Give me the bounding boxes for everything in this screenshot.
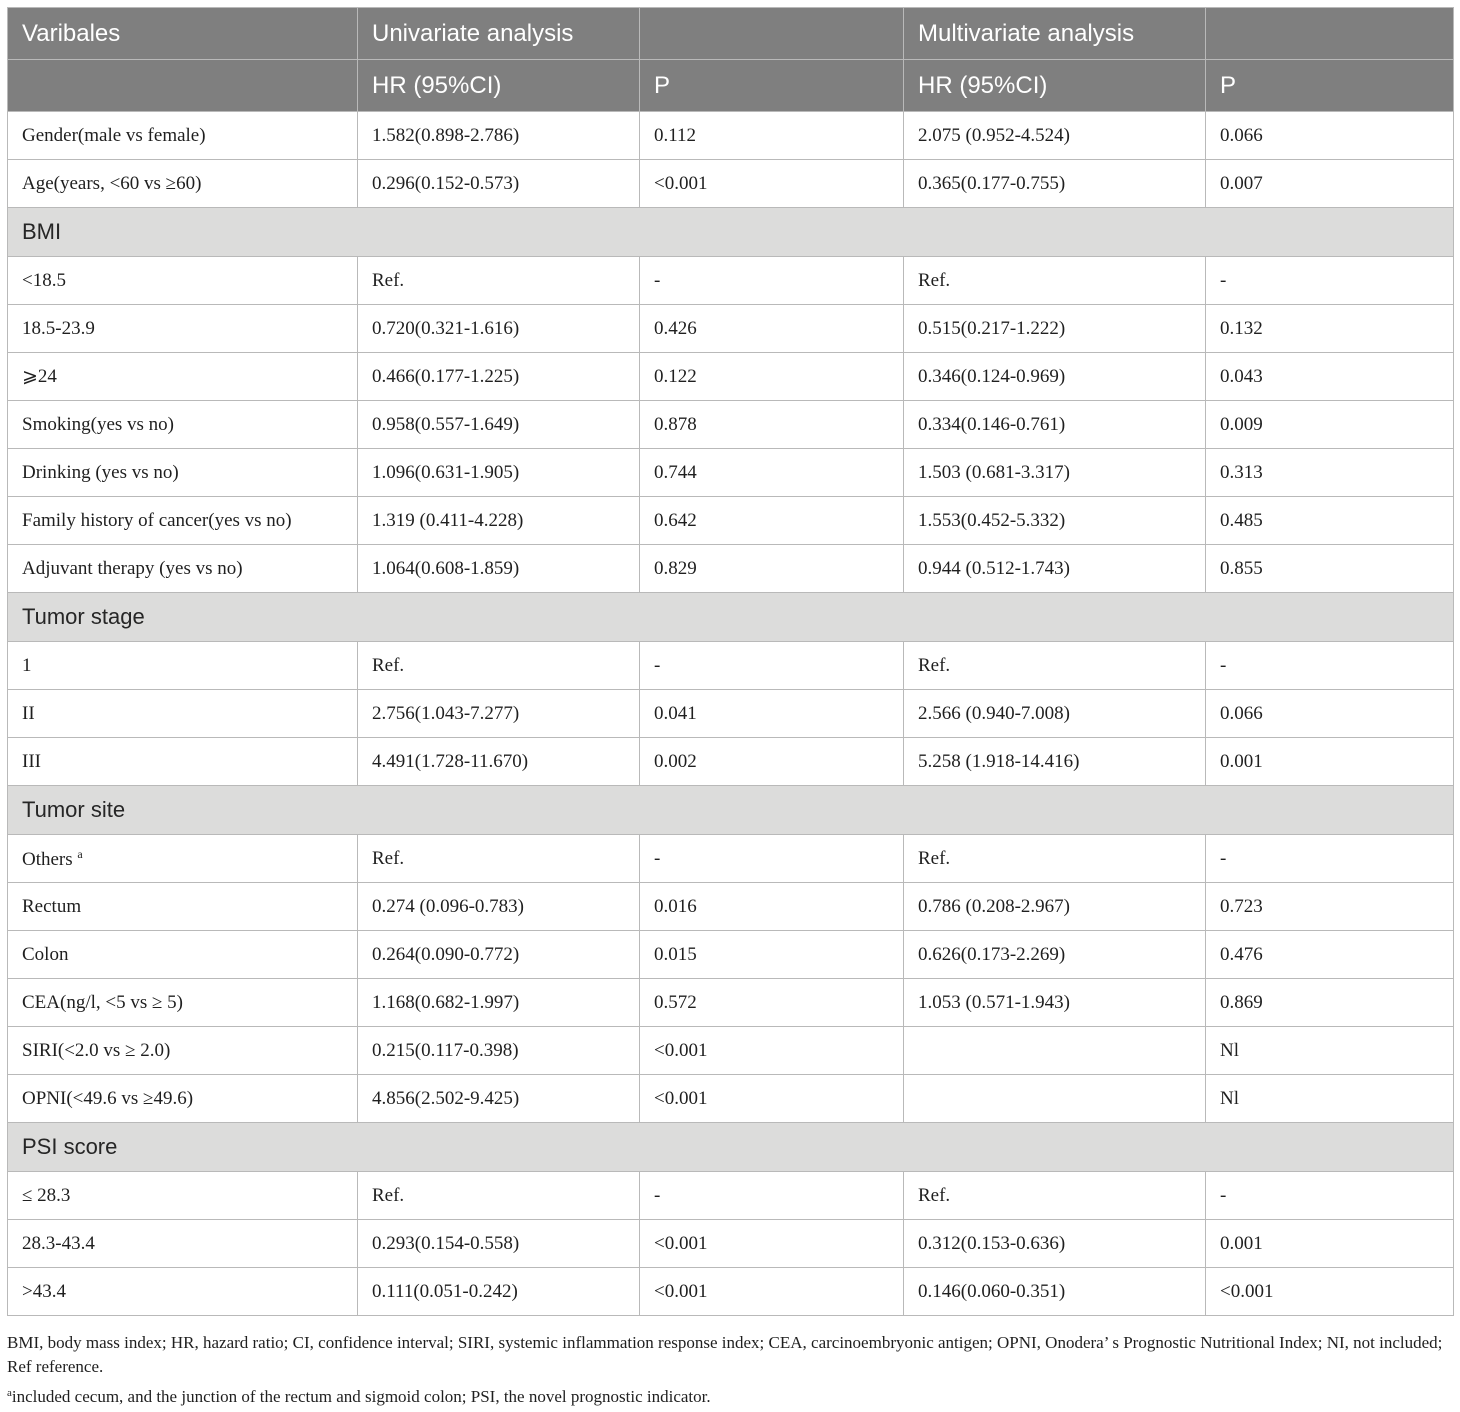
variable-cell bbox=[8, 353, 358, 401]
table-row bbox=[8, 690, 1454, 738]
multivariate-hr-cell: 1.503 (0.681-3.317) bbox=[904, 449, 1206, 497]
multivariate-p-cell: 0.855 bbox=[1206, 545, 1454, 593]
variable-label: <18.5 bbox=[22, 269, 66, 291]
abbreviations-footnote: BMI, body mass index; HR, hazard ratio; CI, confidence interval; SIRI, systemic inflammation response index; CEA, carcinoembryonic antigen; OPNI, Onodera’ s Prognostic Nutritional Index; NI, not included; Ref reference. bbox=[7, 1333, 1443, 1376]
multivariate-hr-cell: 5.258 (1.918-14.416) bbox=[904, 738, 1206, 786]
multivariate-hr-cell: 0.365(0.177-0.755) bbox=[904, 160, 1206, 208]
univariate-hr-cell: 0.264(0.090-0.772) bbox=[358, 931, 640, 979]
univariate-hr-cell: 1.168(0.682-1.997) bbox=[358, 979, 640, 1027]
variable-cell bbox=[8, 257, 358, 305]
univariate-p-cell: <0.001 bbox=[640, 1075, 904, 1123]
table-row bbox=[8, 642, 1454, 690]
multivariate-p-cell: 0.043 bbox=[1206, 353, 1454, 401]
univariate-p-cell: 0.122 bbox=[640, 353, 904, 401]
multivariate-hr-header: HR (95%CI) bbox=[904, 60, 1206, 112]
multivariate-hr-cell: 0.146(0.060-0.351) bbox=[904, 1268, 1206, 1316]
univariate-hr-cell: 4.491(1.728-11.670) bbox=[358, 738, 640, 786]
multivariate-hr-cell: 0.312(0.153-0.636) bbox=[904, 1220, 1206, 1268]
univariate-hr-cell: Ref. bbox=[358, 642, 640, 690]
variable-cell bbox=[8, 1268, 358, 1316]
univariate-hr-cell: 1.064(0.608-1.859) bbox=[358, 545, 640, 593]
univariate-p-cell: 0.572 bbox=[640, 979, 904, 1027]
variable-label: OPNI(<49.6 vs ≥49.6) bbox=[22, 1087, 194, 1109]
univariate-p-cell: 0.041 bbox=[640, 690, 904, 738]
variable-cell bbox=[8, 1172, 358, 1220]
variables-subheader-blank bbox=[8, 60, 358, 112]
univariate-hr-header: HR (95%CI) bbox=[358, 60, 640, 112]
univariate-hr-cell: 0.293(0.154-0.558) bbox=[358, 1220, 640, 1268]
univariate-hr-cell: 0.296(0.152-0.573) bbox=[358, 160, 640, 208]
table-row bbox=[8, 835, 1454, 883]
multivariate-p-cell: 0.869 bbox=[1206, 979, 1454, 1027]
table-row bbox=[8, 353, 1454, 401]
multivariate-header-blank bbox=[1206, 8, 1454, 60]
variable-label: Adjuvant therapy (yes vs no) bbox=[22, 557, 243, 579]
multivariate-p-cell: 0.001 bbox=[1206, 1220, 1454, 1268]
multivariate-hr-cell: 1.053 (0.571-1.943) bbox=[904, 979, 1206, 1027]
univariate-hr-cell: 0.466(0.177-1.225) bbox=[358, 353, 640, 401]
variable-label: 1 bbox=[22, 654, 32, 676]
footnote-marker: a bbox=[7, 1387, 12, 1399]
univariate-p-cell: <0.001 bbox=[640, 1268, 904, 1316]
multivariate-hr-cell bbox=[904, 1027, 1206, 1075]
univariate-hr-cell: 0.958(0.557-1.649) bbox=[358, 401, 640, 449]
table-row bbox=[8, 1220, 1454, 1268]
section-header-row bbox=[8, 208, 1454, 257]
table-body bbox=[8, 112, 1454, 1316]
section-label: Tumor site bbox=[8, 786, 1454, 835]
table-row bbox=[8, 497, 1454, 545]
multivariate-hr-cell: 0.626(0.173-2.269) bbox=[904, 931, 1206, 979]
multivariate-hr-cell: 1.553(0.452-5.332) bbox=[904, 497, 1206, 545]
univariate-hr-cell: 2.756(1.043-7.277) bbox=[358, 690, 640, 738]
variable-cell bbox=[8, 305, 358, 353]
variable-cell bbox=[8, 1075, 358, 1123]
multivariate-hr-cell bbox=[904, 1075, 1206, 1123]
footnote-text: included cecum, and the junction of the rectum and sigmoid colon; PSI, the novel prognostic indicator. bbox=[11, 1387, 711, 1406]
multivariate-hr-cell: 0.515(0.217-1.222) bbox=[904, 305, 1206, 353]
multivariate-hr-cell: Ref. bbox=[904, 1172, 1206, 1220]
univariate-header: Univariate analysis bbox=[358, 8, 640, 60]
variable-cell bbox=[8, 642, 358, 690]
univariate-header-blank bbox=[640, 8, 904, 60]
variable-cell bbox=[8, 497, 358, 545]
variable-cell bbox=[8, 690, 358, 738]
univariate-p-cell: 0.642 bbox=[640, 497, 904, 545]
footnote-marker: a bbox=[77, 846, 83, 861]
variable-label: Family history of cancer(yes vs no) bbox=[22, 509, 292, 531]
table-header bbox=[8, 8, 1454, 112]
multivariate-p-cell: - bbox=[1206, 835, 1454, 883]
variable-cell bbox=[8, 1220, 358, 1268]
univariate-hr-cell: Ref. bbox=[358, 835, 640, 883]
table-row bbox=[8, 545, 1454, 593]
variable-label: 18.5-23.9 bbox=[22, 317, 95, 339]
variables-header: Varibales bbox=[8, 8, 358, 60]
table-row bbox=[8, 305, 1454, 353]
univariate-p-cell: <0.001 bbox=[640, 1220, 904, 1268]
section-label: Tumor stage bbox=[8, 593, 1454, 642]
variable-label: Others bbox=[22, 848, 73, 870]
multivariate-p-cell: Nl bbox=[1206, 1075, 1454, 1123]
univariate-p-cell: 0.744 bbox=[640, 449, 904, 497]
multivariate-hr-cell: Ref. bbox=[904, 835, 1206, 883]
multivariate-p-cell: 0.132 bbox=[1206, 305, 1454, 353]
multivariate-p-cell: - bbox=[1206, 257, 1454, 305]
multivariate-p-cell: 0.001 bbox=[1206, 738, 1454, 786]
univariate-p-cell: <0.001 bbox=[640, 160, 904, 208]
univariate-hr-cell: 1.096(0.631-1.905) bbox=[358, 449, 640, 497]
multivariate-hr-cell: Ref. bbox=[904, 257, 1206, 305]
univariate-hr-cell: 0.111(0.051-0.242) bbox=[358, 1268, 640, 1316]
table-row bbox=[8, 449, 1454, 497]
multivariate-hr-cell: 0.346(0.124-0.969) bbox=[904, 353, 1206, 401]
variable-cell bbox=[8, 545, 358, 593]
table-row bbox=[8, 257, 1454, 305]
variable-label: >43.4 bbox=[22, 1280, 66, 1302]
univariate-p-cell: 0.878 bbox=[640, 401, 904, 449]
table-row bbox=[8, 1268, 1454, 1316]
variable-label: Drinking (yes vs no) bbox=[22, 461, 179, 483]
table-row bbox=[8, 1172, 1454, 1220]
univariate-p-cell: 0.829 bbox=[640, 545, 904, 593]
variable-cell bbox=[8, 931, 358, 979]
multivariate-hr-cell: 0.786 (0.208-2.967) bbox=[904, 883, 1206, 931]
section-label: BMI bbox=[8, 208, 1454, 257]
table-row bbox=[8, 112, 1454, 160]
univariate-p-header: P bbox=[640, 60, 904, 112]
multivariate-hr-cell: 2.566 (0.940-7.008) bbox=[904, 690, 1206, 738]
variable-label: III bbox=[22, 750, 41, 772]
univariate-p-cell: 0.016 bbox=[640, 883, 904, 931]
variable-label: Gender(male vs female) bbox=[22, 124, 206, 146]
univariate-p-cell: - bbox=[640, 257, 904, 305]
univariate-hr-cell: 1.319 (0.411-4.228) bbox=[358, 497, 640, 545]
variable-label: ⩾24 bbox=[22, 366, 57, 387]
univariate-hr-cell: Ref. bbox=[358, 1172, 640, 1220]
multivariate-hr-cell: 2.075 (0.952-4.524) bbox=[904, 112, 1206, 160]
multivariate-hr-cell: 0.334(0.146-0.761) bbox=[904, 401, 1206, 449]
variable-cell bbox=[8, 1027, 358, 1075]
variable-label: Smoking(yes vs no) bbox=[22, 413, 174, 435]
univariate-p-cell: 0.112 bbox=[640, 112, 904, 160]
multivariate-p-cell: 0.066 bbox=[1206, 112, 1454, 160]
variable-label: Rectum bbox=[22, 895, 82, 917]
section-header-row bbox=[8, 593, 1454, 642]
variable-label: Age(years, <60 vs ≥60) bbox=[22, 172, 202, 194]
section-label: PSI score bbox=[8, 1123, 1454, 1172]
multivariate-p-cell: 0.476 bbox=[1206, 931, 1454, 979]
table-row bbox=[8, 979, 1454, 1027]
univariate-p-cell: <0.001 bbox=[640, 1027, 904, 1075]
univariate-p-cell: 0.015 bbox=[640, 931, 904, 979]
variable-label: ≤ 28.3 bbox=[22, 1184, 71, 1206]
variable-cell bbox=[8, 883, 358, 931]
multivariate-p-cell: 0.485 bbox=[1206, 497, 1454, 545]
variable-cell bbox=[8, 160, 358, 208]
multivariate-p-cell: 0.313 bbox=[1206, 449, 1454, 497]
multivariate-p-cell: Nl bbox=[1206, 1027, 1454, 1075]
table-row bbox=[8, 883, 1454, 931]
table-row bbox=[8, 1075, 1454, 1123]
variable-cell bbox=[8, 738, 358, 786]
multivariate-p-cell: 0.723 bbox=[1206, 883, 1454, 931]
variable-cell bbox=[8, 835, 358, 883]
univariate-hr-cell: 0.215(0.117-0.398) bbox=[358, 1027, 640, 1075]
univariate-hr-cell: 0.274 (0.096-0.783) bbox=[358, 883, 640, 931]
table-row bbox=[8, 1027, 1454, 1075]
multivariate-p-cell: 0.007 bbox=[1206, 160, 1454, 208]
univariate-p-cell: - bbox=[640, 835, 904, 883]
variable-label: Colon bbox=[22, 943, 69, 965]
multivariate-p-header: P bbox=[1206, 60, 1454, 112]
univariate-p-cell: - bbox=[640, 1172, 904, 1220]
multivariate-p-cell: - bbox=[1206, 642, 1454, 690]
multivariate-p-cell: <0.001 bbox=[1206, 1268, 1454, 1316]
table-row bbox=[8, 401, 1454, 449]
variable-cell bbox=[8, 401, 358, 449]
section-header-row bbox=[8, 786, 1454, 835]
multivariate-p-cell: 0.066 bbox=[1206, 690, 1454, 738]
variable-label: II bbox=[22, 702, 35, 724]
multivariate-hr-cell: Ref. bbox=[904, 642, 1206, 690]
section-header-row bbox=[8, 1123, 1454, 1172]
variable-cell bbox=[8, 979, 358, 1027]
table-row bbox=[8, 738, 1454, 786]
variable-label: 28.3-43.4 bbox=[22, 1232, 95, 1254]
univariate-p-cell: 0.426 bbox=[640, 305, 904, 353]
variable-label: SIRI(<2.0 vs ≥ 2.0) bbox=[22, 1039, 171, 1061]
multivariate-header: Multivariate analysis bbox=[904, 8, 1206, 60]
univariate-hr-cell: Ref. bbox=[358, 257, 640, 305]
multivariate-hr-cell: 0.944 (0.512-1.743) bbox=[904, 545, 1206, 593]
table-note-footnote bbox=[7, 1381, 1453, 1409]
variable-label: CEA(ng/l, <5 vs ≥ 5) bbox=[22, 991, 183, 1013]
multivariate-p-cell: 0.009 bbox=[1206, 401, 1454, 449]
univariate-hr-cell: 0.720(0.321-1.616) bbox=[358, 305, 640, 353]
variable-cell bbox=[8, 112, 358, 160]
table-row bbox=[8, 931, 1454, 979]
variable-cell bbox=[8, 449, 358, 497]
univariate-p-cell: 0.002 bbox=[640, 738, 904, 786]
table-row bbox=[8, 160, 1454, 208]
univariate-hr-cell: 1.582(0.898-2.786) bbox=[358, 112, 640, 160]
multivariate-p-cell: - bbox=[1206, 1172, 1454, 1220]
univariate-p-cell: - bbox=[640, 642, 904, 690]
cox-regression-table bbox=[7, 7, 1454, 1316]
univariate-hr-cell: 4.856(2.502-9.425) bbox=[358, 1075, 640, 1123]
